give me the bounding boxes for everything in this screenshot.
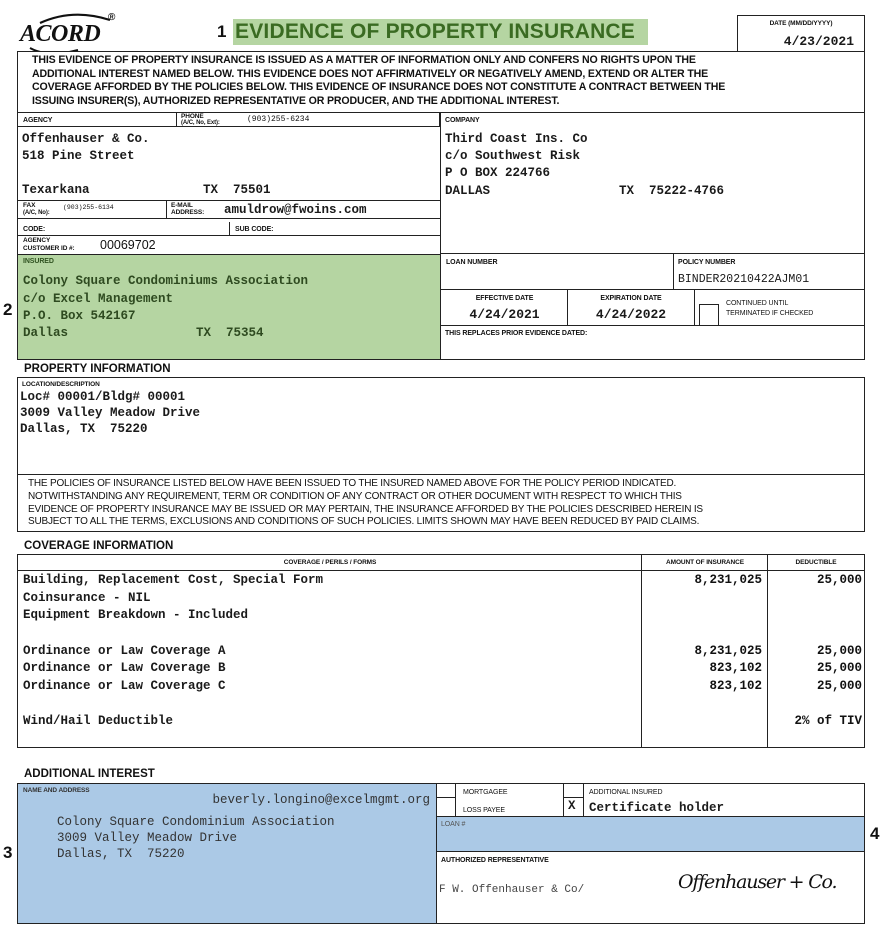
code-label: CODE: [23, 226, 46, 233]
continued-checkbox[interactable] [699, 304, 719, 326]
phone-cell [176, 113, 440, 127]
customer-id-cell [18, 236, 440, 255]
company-line: c/o Southwest Risk [445, 149, 581, 163]
coverage-table [17, 554, 865, 748]
policy-number-value: BINDER20210422AJM01 [678, 273, 810, 286]
subcode-cell [229, 222, 440, 236]
location-line: Loc# 00001/Bldg# 00001 [20, 390, 186, 404]
coverage-row [18, 714, 864, 731]
coverage-section-title: COVERAGE INFORMATION [24, 540, 174, 552]
coverage-name: Ordinance or Law Coverage A [23, 644, 226, 658]
fax-label-sub: (A/C, No): [23, 210, 50, 216]
additional-interest-line: Colony Square Condominium Association [57, 815, 335, 829]
other-checkbox[interactable] [563, 798, 584, 816]
acord-logo [18, 10, 118, 52]
property-section-title: PROPERTY INFORMATION [24, 363, 171, 375]
coverage-row [18, 608, 864, 625]
policies-disclaimer-line: SUBJECT TO ALL THE TERMS, EXCLUSIONS AND CONDITIONS OF SUCH POLICIES. LIMITS SHOWN MAY HAVE BEEN REDUCED BY PAID CLAIMS. [28, 516, 700, 528]
effective-date-label: EFFECTIVE DATE [475, 295, 534, 302]
additional-interest-name-block [17, 783, 437, 924]
company-line: Third Coast Ins. Co [445, 132, 588, 146]
coverage-name: Building, Replacement Cost, Special Form [23, 573, 324, 587]
customer-id-value: 00069702 [100, 238, 156, 252]
insured-state-zip: TX 75354 [196, 326, 264, 340]
replaces-label: THIS REPLACES PRIOR EVIDENCE DATED: [445, 330, 588, 337]
coverage-amount: 8,231,025 [694, 644, 762, 658]
agency-label: AGENCY [23, 117, 53, 124]
name-address-label: NAME AND ADDRESS [23, 787, 90, 794]
other-value: Certificate holder [589, 801, 725, 815]
email-cell [166, 200, 440, 219]
auth-rep-label: AUTHORIZED REPRESENTATIVE [441, 857, 549, 864]
coverage-row [18, 661, 864, 678]
fax-value: (903)255-6134 [63, 204, 114, 211]
mortgagee-label: MORTGAGEE [463, 789, 508, 796]
agency-city: Texarkana [22, 183, 90, 197]
insured-line: P.O. Box 542167 [23, 309, 136, 323]
insured-line: c/o Excel Management [23, 292, 174, 306]
continued-label-2: TERMINATED IF CHECKED [726, 310, 814, 317]
coverage-amount: 823,102 [709, 661, 762, 675]
coverage-row [18, 679, 864, 696]
effective-date-value: 4/24/2021 [469, 307, 540, 322]
disclaimer-line: COVERAGE AFFORDED BY THE POLICIES BELOW. THIS EVIDENCE OF INSURANCE DOES NOT CONSTITUTE A CONTRACT BETWEEN THE [32, 81, 726, 94]
marker-4: 4 [870, 824, 880, 843]
fax-label: FAX [23, 202, 36, 209]
coverage-deductible: 25,000 [816, 661, 862, 675]
loan-label: LOAN # [441, 821, 466, 828]
expiration-date-cell [567, 289, 694, 326]
email-value: amuldrow@fwoins.com [224, 203, 367, 217]
coverage-amount: 823,102 [709, 679, 762, 693]
policy-number-label: POLICY NUMBER [678, 259, 736, 266]
registered-mark: ® [108, 12, 116, 23]
continued-label-1: CONTINUED UNTIL [726, 300, 789, 307]
location-line: Dallas, TX 75220 [20, 422, 148, 436]
coverage-row [18, 696, 864, 713]
page-title-highlight [233, 19, 648, 45]
disclaimer-line: THIS EVIDENCE OF PROPERTY INSURANCE IS ISSUED AS A MATTER OF INFORMATION ONLY AND CONFERS NO RIGHTS UPON THE [32, 54, 696, 66]
coverage-row [18, 644, 864, 661]
phone-label-sub: (A/C, No, Ext): [181, 120, 220, 126]
additional-insured-checkbox[interactable] [563, 784, 584, 798]
date-label: DATE (MM/DD/YYYY) [769, 20, 833, 27]
coverage-deductible: 25,000 [816, 679, 862, 693]
additional-interest-email: beverly.longino@excelmgmt.org [212, 793, 430, 807]
col-amount-header: AMOUNT OF INSURANCE [666, 559, 744, 566]
expiration-date-label: EXPIRATION DATE [600, 295, 662, 302]
acord-logo-text: ACORD [20, 21, 101, 47]
additional-interest-title: ADDITIONAL INTEREST [24, 768, 155, 780]
customer-id-label: AGENCY [23, 237, 51, 244]
coverage-row [18, 626, 864, 643]
insured-city: Dallas [23, 326, 69, 340]
disclaimer-line: ADDITIONAL INTEREST NAMED BELOW. THIS EVIDENCE DOES NOT AFFIRMATIVELY OR NEGATIVELY AMEND, EXTEND OR ALTER THE [32, 67, 709, 80]
phone-label: PHONE [181, 113, 204, 120]
insured-line: Colony Square Condominiums Association [23, 274, 309, 288]
location-label: LOCATION/DESCRIPTION [22, 381, 100, 388]
agency-street: 518 Pine Street [22, 149, 135, 163]
additional-interest-line: Dallas, TX 75220 [57, 847, 185, 861]
fax-cell [18, 200, 166, 219]
code-cell [18, 222, 229, 236]
policies-disclaimer-line: EVIDENCE OF PROPERTY INSURANCE MAY BE ISSUED OR MAY PERTAIN, THE INSURANCE AFFORDED BY THE POLICIES DESCRIBED HEREIN IS [28, 503, 703, 515]
coverage-deductible: 25,000 [816, 573, 862, 587]
coverage-amount: 8,231,025 [694, 573, 762, 587]
additional-insured-label: ADDITIONAL INSURED [589, 789, 663, 796]
subcode-label: SUB CODE: [235, 226, 274, 233]
effective-date-cell [441, 289, 568, 326]
agency-name: Offenhauser & Co. [22, 132, 150, 146]
company-label: COMPANY [445, 117, 480, 124]
agency-label-cell [18, 113, 176, 127]
coverage-name: Equipment Breakdown - Included [23, 608, 249, 622]
auth-rep-name: F W. Offenhauser & Co/ [439, 884, 585, 896]
continued-cell [694, 289, 864, 326]
loss-payee-checkbox[interactable] [437, 798, 456, 816]
coverage-name: Wind/Hail Deductible [23, 714, 174, 728]
top-disclaimer-box [17, 51, 865, 113]
coverage-row [18, 573, 864, 590]
col-coverage-header: COVERAGE / PERILS / FORMS [283, 559, 377, 566]
email-label: E-MAIL [171, 202, 193, 209]
loan-cell [437, 816, 864, 852]
company-line: P O BOX 224766 [445, 166, 551, 180]
insured-label: INSURED [23, 258, 54, 265]
coverage-name: Coinsurance - NIL [23, 591, 151, 605]
company-city: DALLAS [445, 184, 491, 198]
policies-disclaimer-line: NOTWITHSTANDING ANY REQUIREMENT, TERM OR CONDITION OF ANY CONTRACT OR OTHER DOCUMENT WITH RESPECT TO WHICH THIS [28, 490, 682, 502]
disclaimer-line: ISSUING INSURER(S), AUTHORIZED REPRESENTATIVE OR PRODUCER, AND THE ADDITIONAL INTEREST. [32, 94, 560, 107]
coverage-name: Ordinance or Law Coverage C [23, 679, 226, 693]
agency-state-zip: TX 75501 [203, 183, 271, 197]
expiration-date-value: 4/24/2022 [595, 307, 667, 322]
date-box [737, 15, 865, 52]
loan-number-label: LOAN NUMBER [446, 259, 498, 266]
signature: Offenhauser + Co. [678, 871, 837, 893]
coverage-deductible: 2% of TIV [794, 714, 862, 728]
loss-payee-label: LOSS PAYEE [463, 807, 505, 814]
policies-disclaimer-line: THE POLICIES OF INSURANCE LISTED BELOW HAVE BEEN ISSUED TO THE INSURED NAMED ABOVE FOR THE POLICY PERIOD INDICATED. [28, 478, 677, 489]
loan-number-cell [441, 253, 674, 290]
coverage-name: Ordinance or Law Coverage B [23, 661, 226, 675]
date-value: 4/23/2021 [783, 34, 854, 49]
other-check-mark: X [568, 799, 576, 813]
coverage-row [18, 591, 864, 608]
phone-value: (903)255-6234 [247, 115, 310, 124]
page-title: EVIDENCE OF PROPERTY INSURANCE [235, 20, 636, 43]
col-deductible-header: DEDUCTIBLE [795, 559, 837, 566]
marker-1: 1 [217, 22, 227, 41]
replaces-cell [441, 325, 864, 359]
location-line: 3009 Valley Meadow Drive [20, 406, 201, 420]
customer-id-label-sub: CUSTOMER ID #: [23, 245, 75, 252]
insured-block [18, 254, 440, 359]
policies-disclaimer [18, 474, 864, 535]
mortgagee-checkbox[interactable] [437, 784, 456, 798]
marker-3: 3 [3, 843, 13, 862]
company-state-zip: TX 75222-4766 [619, 184, 725, 198]
email-label-sub: ADDRESS: [171, 209, 205, 216]
additional-interest-line: 3009 Valley Meadow Drive [57, 831, 238, 845]
coverage-deductible: 25,000 [816, 644, 862, 658]
policy-number-cell [673, 253, 864, 290]
marker-2: 2 [3, 300, 13, 319]
property-box [17, 377, 865, 532]
